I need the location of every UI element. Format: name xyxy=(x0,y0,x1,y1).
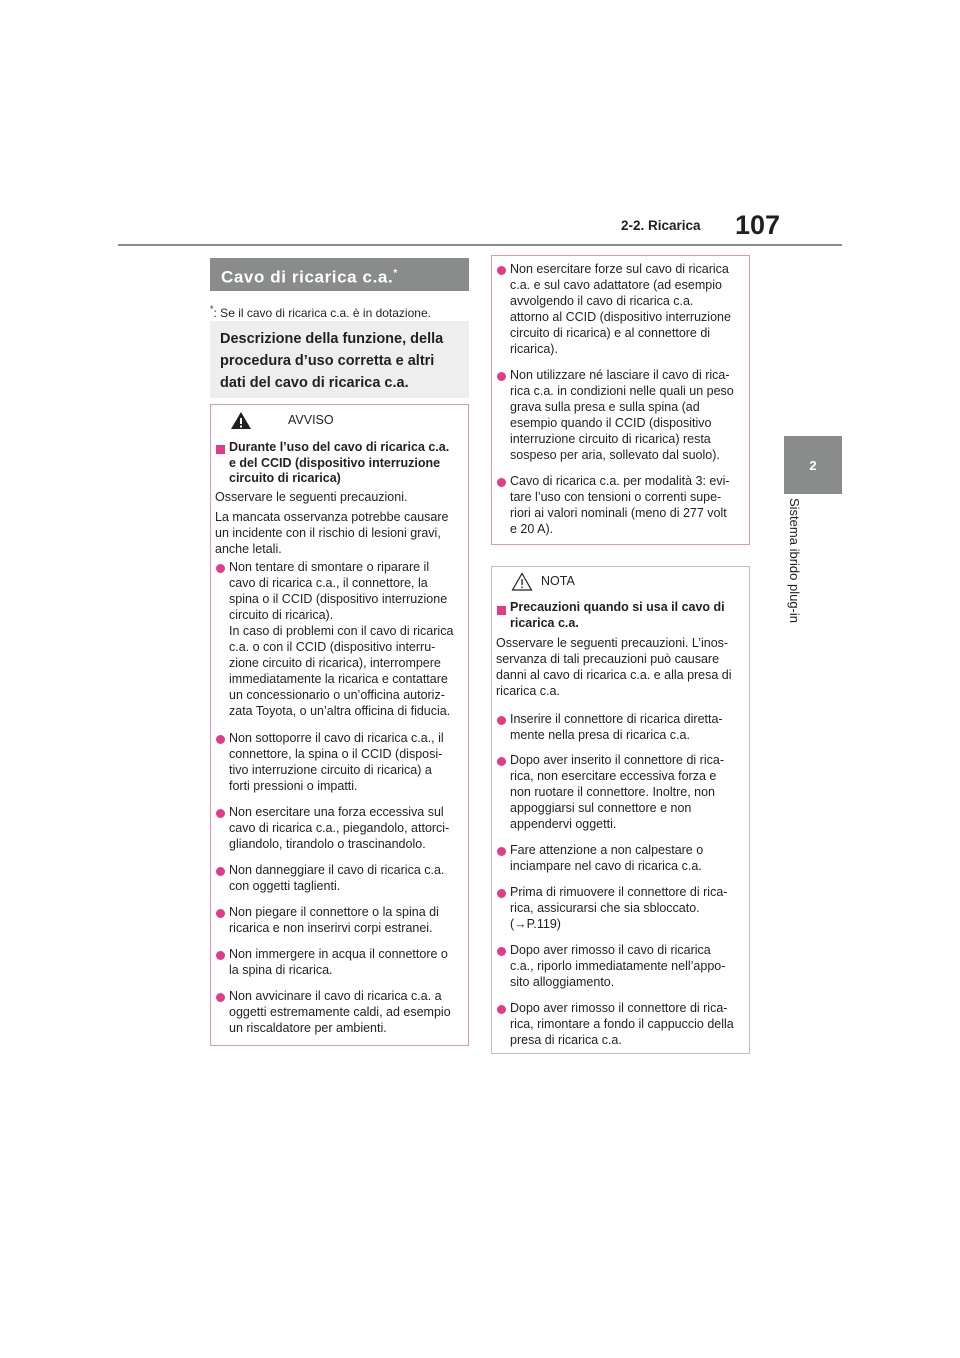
warning-title: AVVISO xyxy=(288,413,334,427)
warning-item: Non utilizzare né lasciare il cavo di rica- rica c.a. in condizioni nelle quali un peso grava sulla presa e sulla spina (ad esempio quando il CCID (dispositivo interruzione circuito di ricarica) resta sospeso per aria, sollevato dal suolo). xyxy=(510,368,734,462)
bullet-icon xyxy=(216,909,225,918)
note-item: Fare attenzione a non calpestare o inciampare nel cavo di ricarica c.a. xyxy=(510,843,704,873)
warning-item: Non immergere in acqua il connettore o la spina di ricarica. xyxy=(229,947,448,977)
bullet-icon xyxy=(497,372,506,381)
warning-item: Non avvicinare il cavo di ricarica c.a. a oggetti estremamente caldi, ad esempio un riscaldatore per ambienti. xyxy=(229,989,451,1035)
warning-consequence: La mancata osservanza potrebbe causare un incidente con il rischio di lesioni gravi, anche letali. xyxy=(215,510,449,556)
caution-outline-icon xyxy=(511,572,533,591)
note-item: Dopo aver inserito il connettore di rica- rica, non esercitare eccessiva forza e non ruotare il connettore. Inoltre, non appoggiarsi sul connettore e non appendervi oggetti. xyxy=(510,753,724,831)
page-number: 107 xyxy=(735,210,781,240)
header-rule xyxy=(118,244,842,246)
bullet-icon xyxy=(216,993,225,1002)
note-heading: Precauzioni quando si usa il cavo di ricarica c.a. xyxy=(510,600,725,630)
bullet-icon xyxy=(216,951,225,960)
bullet-icon xyxy=(497,947,506,956)
bullet-icon xyxy=(216,564,225,573)
bullet-icon xyxy=(497,266,506,275)
note-item: Inserire il connettore di ricarica diretta- mente nella presa di ricarica c.a. xyxy=(510,712,723,742)
warning-item: Cavo di ricarica c.a. per modalità 3: evi- tare l’uso con tensioni o correnti supe- riori ai valori nominali (meno di 277 volt e 20 A). xyxy=(510,474,730,536)
warning-heading: Durante l’uso del cavo di ricarica c.a. e del CCID (dispositivo interruzione circuito di ricarica) xyxy=(229,440,450,485)
warning-item: Non sottoporre il cavo di ricarica c.a., il connettore, la spina o il CCID (disposi- tivo interruzione circuito di ricarica) a forti pressioni o impatti. xyxy=(229,731,444,793)
bullet-icon xyxy=(497,1005,506,1014)
chapter-label: Sistema ibrido plug-in xyxy=(787,498,802,624)
warning-item: Non tentare di smontare o riparare il cavo di ricarica c.a., il connettore, la spina o il CCID (dispositivo interruzione circuito di ricarica). In caso di problemi con il cavo di ricarica c.a. o con il CCID (dispositivo interru- zione circuito di ricarica), interrompere immediatamente la ricarica e contattare un concessionario o un’officina autoriz- zata Toyota, o un’altra officina di fiducia. xyxy=(229,560,454,718)
note-item: Dopo aver rimosso il cavo di ricarica c.a., riporlo immediatamente nell’appo- sito alloggiamento. xyxy=(510,943,726,989)
warning-item: Non esercitare forze sul cavo di ricarica c.a. e sul cavo adattatore (ad esempio avvolgendo il cavo di ricarica c.a. attorno al CCID (dispositivo interruzione circuito di ricarica) e al connettore di ricarica). xyxy=(510,262,731,356)
bullet-icon xyxy=(216,735,225,744)
warning-box xyxy=(210,404,469,1046)
bullet-icon xyxy=(497,847,506,856)
note-item: Prima di rimuovere il connettore di rica- rica, assicurarsi che sia sbloccato. (→P.119) xyxy=(510,885,728,931)
warning-continued-box xyxy=(491,255,750,545)
section-title: 2-2. Ricarica xyxy=(621,218,701,233)
description-text: Descrizione della funzione, della procedura d’uso corretta e altri dati del cavo di ricarica c.a. xyxy=(220,331,444,391)
warning-item: Non danneggiare il cavo di ricarica c.a. con oggetti taglienti. xyxy=(229,863,445,893)
note-intro: Osservare le seguenti precauzioni. L’inos- servanza di tali precauzioni può causare danni al cavo di ricarica c.a. e alla presa di ricarica c.a. xyxy=(496,636,732,698)
note-item: Dopo aver rimosso il connettore di rica- rica, rimontare a fondo il cappuccio della presa di ricarica c.a. xyxy=(510,1001,734,1047)
warning-intro: Osservare le seguenti precauzioni. xyxy=(215,490,408,504)
warning-icon xyxy=(230,411,252,430)
chapter-number: 2 xyxy=(809,458,817,473)
note-title: NOTA xyxy=(541,574,575,588)
bullet-icon xyxy=(497,478,506,487)
note-box xyxy=(491,566,750,1054)
bullet-icon xyxy=(497,889,506,898)
page-title: Cavo di ricarica c.a.* xyxy=(221,267,398,287)
footnote: *: Se il cavo di ricarica c.a. è in dotazione. xyxy=(210,304,431,320)
bullet-icon xyxy=(497,716,506,725)
bullet-icon xyxy=(216,867,225,876)
bullet-icon xyxy=(216,809,225,818)
warning-item: Non piegare il connettore o la spina di ricarica e non inserirvi corpi estranei. xyxy=(229,905,439,935)
bullet-icon xyxy=(497,757,506,766)
heading-marker-icon xyxy=(216,445,225,454)
heading-marker-icon xyxy=(497,606,506,615)
warning-item: Non esercitare una forza eccessiva sul cavo di ricarica c.a., piegandolo, attorci- gliandolo, tirandolo o trascinandolo. xyxy=(229,805,450,851)
